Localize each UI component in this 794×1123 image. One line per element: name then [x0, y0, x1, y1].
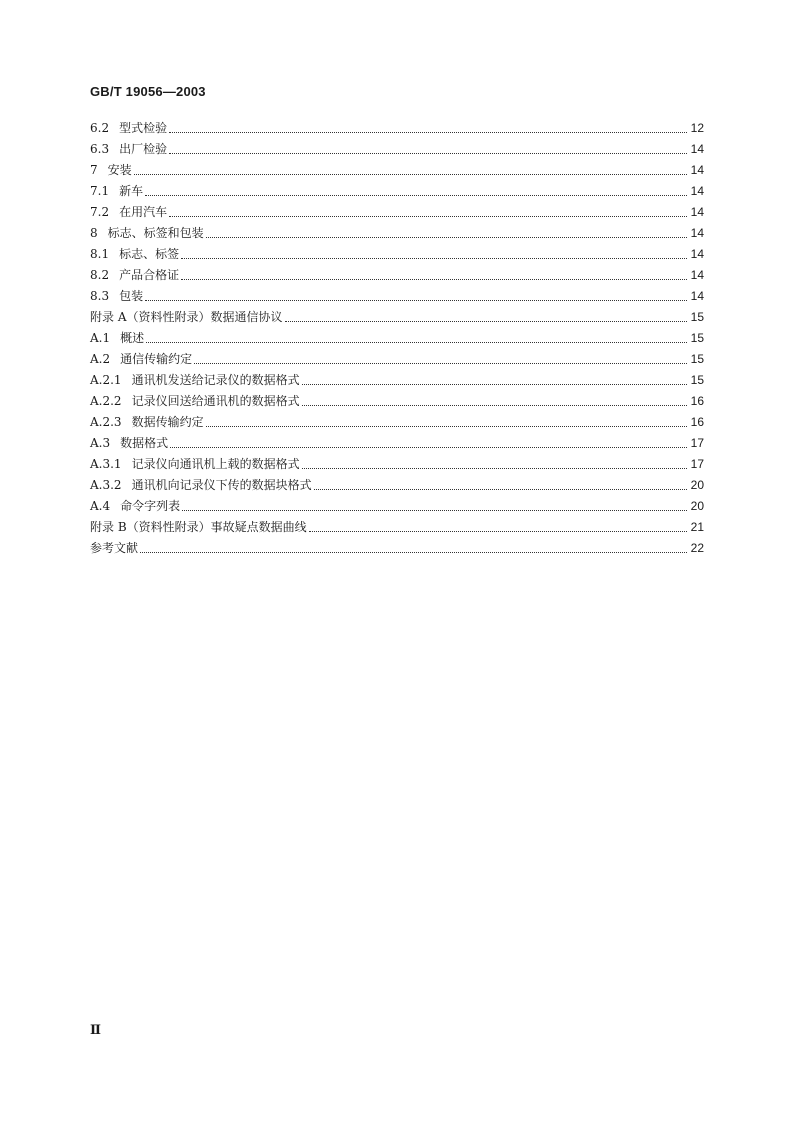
toc-entry-title: 概述 — [120, 331, 145, 345]
page-header-standard-code: GB/T 19056—2003 — [90, 84, 206, 99]
toc-entry-number: 6.2 — [90, 121, 110, 135]
toc-entry-title: （资料性附录）数据通信协议 — [126, 310, 283, 324]
toc-dot-leader — [145, 286, 687, 307]
toc-entry[interactable] — [90, 202, 704, 223]
toc-entry[interactable] — [90, 454, 704, 475]
toc-entry-page: 14 — [690, 142, 704, 156]
toc-entry[interactable] — [90, 244, 704, 265]
toc-entry-title: 出厂检验 — [119, 142, 168, 156]
toc-entry-page: 22 — [690, 541, 704, 555]
toc-entry-page: 16 — [690, 394, 704, 408]
toc-dot-leader — [206, 412, 687, 433]
toc-dot-leader — [146, 328, 687, 349]
toc-entry-title: 命令字列表 — [120, 499, 181, 513]
toc-entry[interactable] — [90, 286, 704, 307]
toc-entry-number: A.2.2 — [90, 394, 122, 408]
toc-dot-leader — [182, 496, 687, 517]
toc-entry[interactable] — [90, 538, 704, 559]
toc-entry-number: A.2.3 — [90, 415, 122, 429]
toc-entry-page: 15 — [690, 331, 704, 345]
toc-entry[interactable] — [90, 118, 704, 139]
toc-dot-leader — [134, 160, 687, 181]
toc-entry-number: A.2 — [90, 352, 111, 366]
toc-entry-page: 16 — [690, 415, 704, 429]
toc-entry-title: 在用汽车 — [119, 205, 168, 219]
toc-entry-page: 14 — [690, 289, 704, 303]
toc-entry-number: 7 — [90, 163, 98, 177]
toc-entry-number: 8.2 — [90, 268, 110, 282]
toc-entry-number: 7.1 — [90, 184, 110, 198]
toc-entry[interactable] — [90, 307, 704, 328]
toc-entry[interactable] — [90, 265, 704, 286]
toc-entry-number: 附录 A — [90, 310, 127, 324]
toc-entry-title: 产品合格证 — [119, 268, 180, 282]
toc-entry[interactable] — [90, 181, 704, 202]
toc-dot-leader — [169, 202, 687, 223]
toc-entry-title: 型式检验 — [119, 121, 168, 135]
toc-entry-title: 标志、标签 — [119, 247, 180, 261]
toc-dot-leader — [169, 139, 687, 160]
toc-entry-page: 15 — [690, 352, 704, 366]
toc-entry-page: 21 — [690, 520, 704, 534]
toc-entry[interactable] — [90, 517, 704, 538]
toc-dot-leader — [285, 307, 688, 328]
toc-entry-page: 14 — [690, 268, 704, 282]
toc-dot-leader — [145, 181, 687, 202]
toc-entry-number: 附录 B — [90, 520, 127, 534]
toc-entry-page: 17 — [690, 436, 704, 450]
toc-entry-page: 14 — [690, 205, 704, 219]
toc-entry-page: 14 — [690, 184, 704, 198]
toc-entry[interactable] — [90, 391, 704, 412]
toc-entry-number: A.4 — [90, 499, 111, 513]
toc-dot-leader — [302, 391, 687, 412]
toc-entry-number: 6.3 — [90, 142, 110, 156]
toc-dot-leader — [170, 433, 687, 454]
toc-dot-leader — [194, 349, 687, 370]
toc-entry-page: 20 — [690, 478, 704, 492]
toc-entry-number: 8.3 — [90, 289, 110, 303]
toc-dot-leader — [302, 370, 687, 391]
toc-entry[interactable] — [90, 349, 704, 370]
toc-dot-leader — [302, 454, 687, 475]
toc-entry[interactable] — [90, 433, 704, 454]
toc-entry-title: 安装 — [107, 163, 132, 177]
toc-entry-page: 12 — [690, 121, 704, 135]
toc-entry-page: 17 — [690, 457, 704, 471]
toc-dot-leader — [181, 244, 687, 265]
toc-dot-leader — [140, 538, 687, 559]
toc-dot-leader — [181, 265, 687, 286]
toc-dot-leader — [206, 223, 687, 244]
toc-dot-leader — [169, 118, 687, 139]
toc-entry-title: 记录仪向通讯机上载的数据格式 — [131, 457, 300, 471]
toc-entry-page: 14 — [690, 163, 704, 177]
toc-entry-title: 数据格式 — [120, 436, 169, 450]
toc-entry[interactable] — [90, 496, 704, 517]
toc-entry-title: 参考文献 — [90, 541, 139, 555]
toc-entry[interactable] — [90, 160, 704, 181]
page-folio-number: Ⅱ — [90, 1022, 101, 1037]
toc-entry[interactable] — [90, 328, 704, 349]
toc-entry[interactable] — [90, 370, 704, 391]
toc-dot-leader — [314, 475, 687, 496]
toc-entry-page: 14 — [690, 226, 704, 240]
toc-entry-number: 8 — [90, 226, 98, 240]
toc-entry-number: A.1 — [90, 331, 111, 345]
toc-entry-title: 新车 — [119, 184, 144, 198]
toc-entry-title: 标志、标签和包装 — [107, 226, 204, 240]
toc-entry-title: 记录仪回送给通讯机的数据格式 — [131, 394, 300, 408]
toc-entry-page: 15 — [690, 310, 704, 324]
toc-entry-title: 通讯机发送给记录仪的数据格式 — [131, 373, 300, 387]
toc-entry-title: 包装 — [119, 289, 144, 303]
toc-entry-page: 14 — [690, 247, 704, 261]
toc-entry[interactable] — [90, 139, 704, 160]
toc-entry-number: 8.1 — [90, 247, 110, 261]
toc-entry-title: 数据传输约定 — [131, 415, 204, 429]
toc-entry[interactable] — [90, 223, 704, 244]
toc-entry-number: A.3 — [90, 436, 111, 450]
toc-entry-title: 通信传输约定 — [120, 352, 193, 366]
toc-entry-number: A.3.1 — [90, 457, 122, 471]
table-of-contents — [90, 118, 704, 559]
toc-entry[interactable] — [90, 475, 704, 496]
toc-entry-number: A.3.2 — [90, 478, 122, 492]
toc-entry-number: 7.2 — [90, 205, 110, 219]
toc-entry-page: 15 — [690, 373, 704, 387]
toc-entry[interactable] — [90, 412, 704, 433]
toc-entry-title: （资料性附录）事故疑点数据曲线 — [126, 520, 307, 534]
toc-dot-leader — [309, 517, 687, 538]
toc-entry-number: A.2.1 — [90, 373, 122, 387]
toc-entry-title: 通讯机向记录仪下传的数据块格式 — [131, 478, 312, 492]
toc-entry-page: 20 — [690, 499, 704, 513]
